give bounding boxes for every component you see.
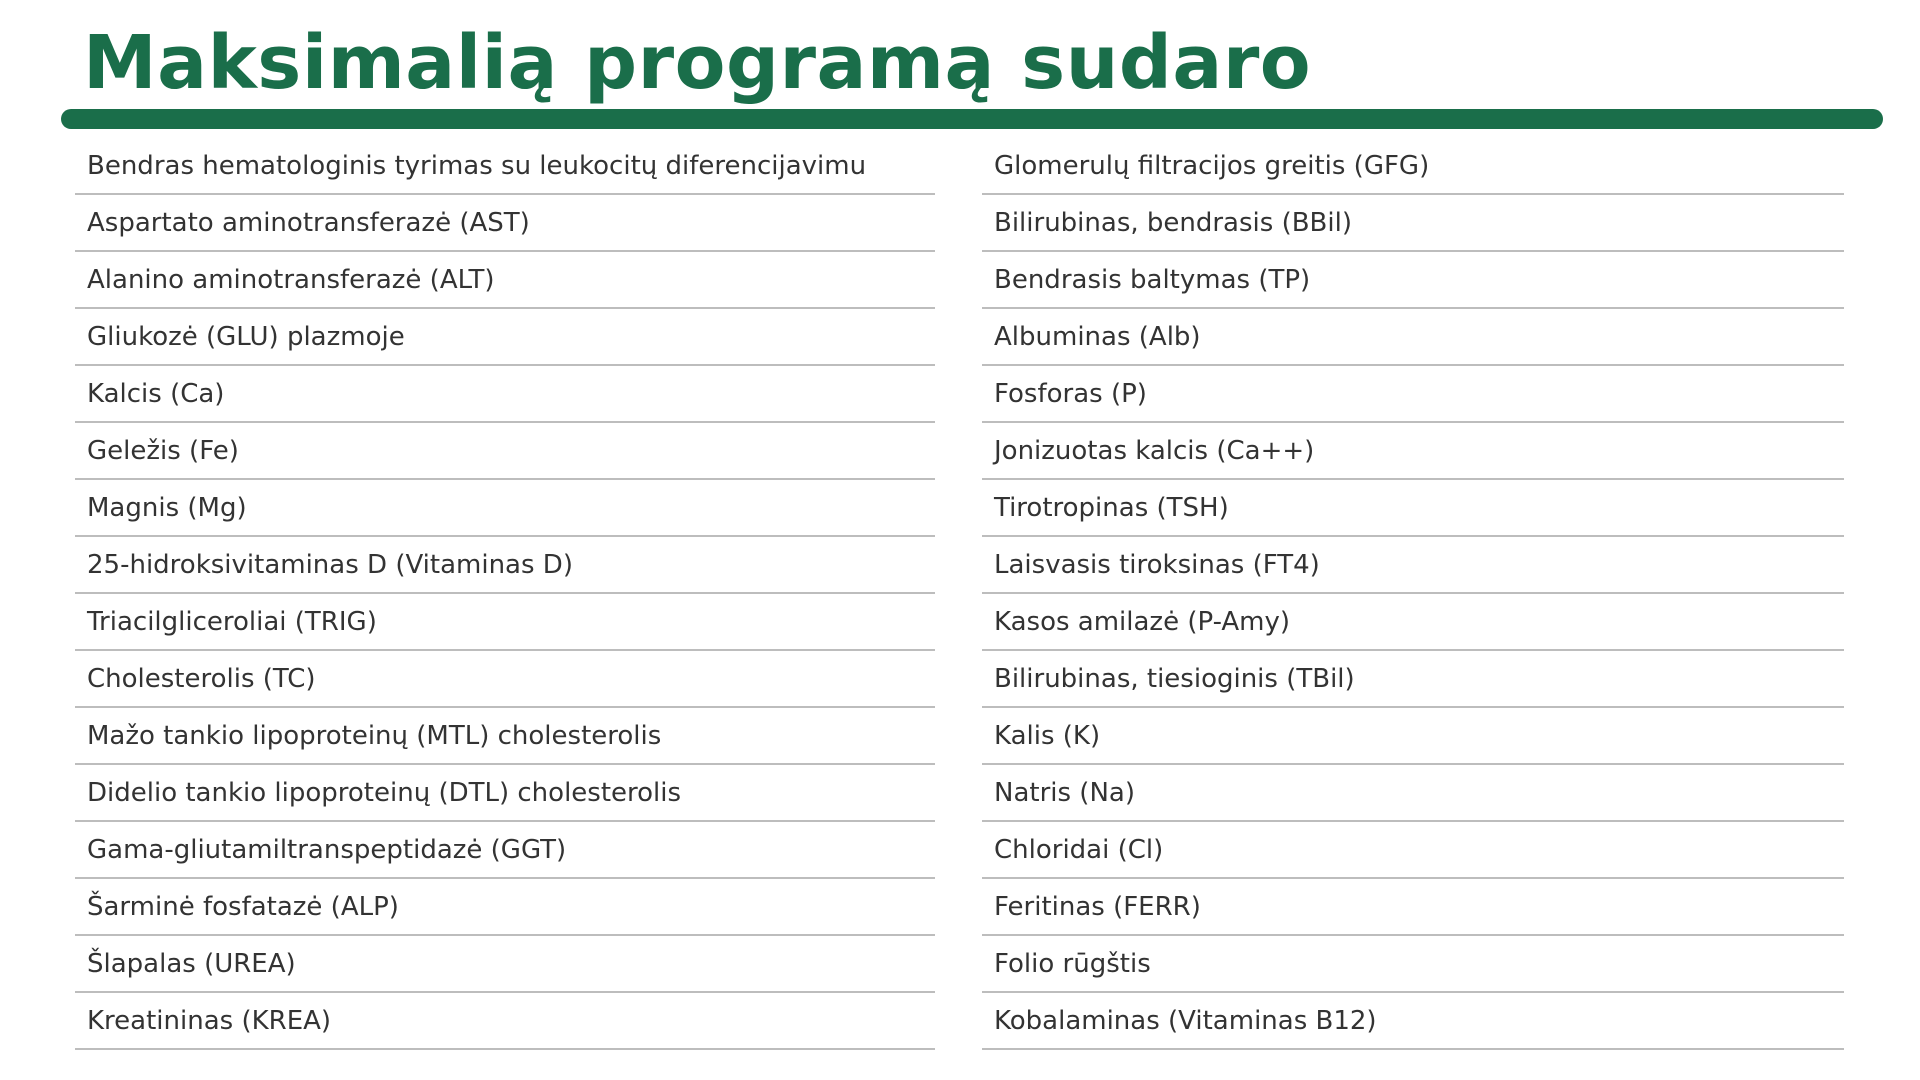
list-item: Bendrasis baltymas (TP): [982, 252, 1844, 309]
list-item: Šlapalas (UREA): [75, 936, 935, 993]
title-underline: [61, 109, 1883, 129]
list-item: Feritinas (FERR): [982, 879, 1844, 936]
list-item: Bilirubinas, bendrasis (BBil): [982, 195, 1844, 252]
test-list-right: [982, 138, 1844, 1050]
list-item: Bendras hematologinis tyrimas su leukocitų diferencijavimu: [75, 138, 935, 195]
list-item: Magnis (Mg): [75, 480, 935, 537]
list-item: Natris (Na): [982, 765, 1844, 822]
list-item: Tirotropinas (TSH): [982, 480, 1844, 537]
list-item: Gama-gliutamiltranspeptidazė (GGT): [75, 822, 935, 879]
list-item: Jonizuotas kalcis (Ca++): [982, 423, 1844, 480]
list-item: Aspartato aminotransferazė (AST): [75, 195, 935, 252]
list-item: Albuminas (Alb): [982, 309, 1844, 366]
list-item: Kobalaminas (Vitaminas B12): [982, 993, 1844, 1050]
list-item: Glomerulų filtracijos greitis (GFG): [982, 138, 1844, 195]
list-item: Kalcis (Ca): [75, 366, 935, 423]
list-item: Šarminė fosfatazė (ALP): [75, 879, 935, 936]
list-item: Cholesterolis (TC): [75, 651, 935, 708]
list-item: Mažo tankio lipoproteinų (MTL) cholesterolis: [75, 708, 935, 765]
list-item: Alanino aminotransferazė (ALT): [75, 252, 935, 309]
list-item: Fosforas (P): [982, 366, 1844, 423]
list-item: Kreatininas (KREA): [75, 993, 935, 1050]
list-item: Folio rūgštis: [982, 936, 1844, 993]
list-item: Geležis (Fe): [75, 423, 935, 480]
list-item: Laisvasis tiroksinas (FT4): [982, 537, 1844, 594]
list-item: Gliukozė (GLU) plazmoje: [75, 309, 935, 366]
test-list-left: [75, 138, 935, 1050]
list-item: Chloridai (Cl): [982, 822, 1844, 879]
page-title: Maksimalią programą sudaro: [83, 20, 1312, 106]
list-item: 25-hidroksivitaminas D (Vitaminas D): [75, 537, 935, 594]
list-item: Bilirubinas, tiesioginis (TBil): [982, 651, 1844, 708]
list-item: Didelio tankio lipoproteinų (DTL) cholesterolis: [75, 765, 935, 822]
list-item: Kalis (K): [982, 708, 1844, 765]
list-item: Triacilgliceroliai (TRIG): [75, 594, 935, 651]
list-item: Kasos amilazė (P-Amy): [982, 594, 1844, 651]
